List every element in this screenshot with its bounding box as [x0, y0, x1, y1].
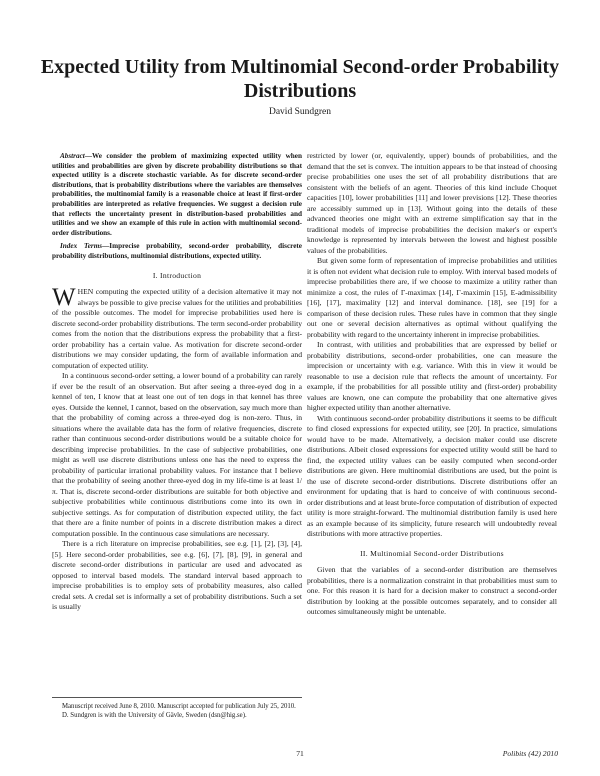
- abstract-label: Abstract: [60, 152, 85, 160]
- footnotes: [52, 697, 302, 720]
- section-heading-multinomial: II. Multinomial Second-order Distributions: [360, 548, 504, 558]
- paragraph: But given some form of representation of imprecise probabilities and utilities it is often not evident what decision rule to employ. With interval based models of imprecise probabilities there are, if we choose to maximize a utility rather than minimize a cost, the rules of Γ-maximax [14], Γ-maximin [15], E-admissibility [16], [17], maximality [12] and interval dominance. [18], see [19] for a comparison of these decision rules. These rules have in common that they single out one or several decision alternatives as optimal without qualifying the probability with regard to the uncertainty inherent in imprecise probabilities.: [307, 256, 557, 339]
- intro-paragraph: [52, 284, 302, 371]
- paragraph: restricted by lower (or, equivalently, upper) bounds of probabilities, and the demand that the set is convex. The intuition appears to be that instead of choosing precise probabilities one uses the set of all probability distributions that are consistent with the beliefs of an agent. Theories of this kind include Choquet capacities [10], lower probabilities [11] and lower previsions [12]. These theories are accessibly summed up in [13]. Without going into the details of these advanced theories one might with an extreme simplification say that in the traditional models of imprecise probabilities the decision maker's or expert's knowledge is represented by intervals between the lowest and highest possible values of the probabilities.: [307, 151, 557, 255]
- paragraph: In contrast, with utilities and probabilities that are expressed by belief or probability distributions, second-order probabilities, one can measure the imprecision or uncertainty with e.g. variance. With this in view it would be reasonable to use a decision rule that reflects the amount of uncertainty. For example, if the probabilities for all possible utility and (first-order) probability values are known, one can compute the probability that one alternative gives higher expected utility than another alternative.: [307, 340, 557, 412]
- intro-text: HEN computing the expected utility of a decision alternative it may not always be possible to give precise values for the utilities and probabilities of the possible outcomes. The model for imprecise probabilities used here is discrete second-order probability distributions. The term second-order probability comes from the notion that the distributions express the probability that a first-order probability has a certain value. As motivation for discrete second-order distributions we may consider updating, the form of available information and computation of expected utility.: [52, 287, 302, 370]
- abstract: [52, 152, 302, 238]
- paragraph: Given that the variables of a second-order distribution are themselves probabilities, there is a normalization constraint in that probabilities must sum to one. For this reason it is hard for a decision maker to construct a second-order distribution by looking at the possible outcomes separately, and to consider all outcomes simultaneously might be untenable.: [307, 565, 557, 616]
- paragraph: There is a rich literature on imprecise probabilities, see e.g. [1], [2], [3], [4], [5]. Here second-order probabilities, see e.g. [6], [7], [8], [9], in general and discrete second-order distributions in particular are used and advocated as opposed to interval based models. The standard interval based approach to imprecise probabilities is to employ sets of probability measures, also called credal sets. A credal set is informally a set of probability distributions. Such a set is usually: [52, 539, 302, 612]
- paper-title: Expected Utility from Multinomial Second-order Probability Distributions: [40, 56, 560, 102]
- page-number: 71: [296, 749, 304, 758]
- index-terms: [52, 242, 302, 261]
- left-column: [52, 152, 302, 613]
- author-name: David Sundgren: [268, 107, 331, 117]
- journal-footer: Polibits (42) 2010: [502, 749, 558, 758]
- section-heading-introduction: I. Introduction: [152, 270, 202, 280]
- right-column: [307, 151, 557, 618]
- abstract-text: —We consider the problem of maximizing expected utility when utilities and probabilities are given by discrete probability distributions so that expected utility is a discrete stochastic variable. As for discrete second-order distributions, that is probability distributions where the variables are themselves probabilities, the multinomial family is a reasonable choice at least if first-order probabilities are interpreted as relative frequencies. We suggest a decision rule that reflects the uncertainty present in distribution-based probabilities and utilities and we show an example of this rule in action with multinomial second-order distributions.: [52, 152, 302, 237]
- footnote-affiliation: D. Sundgren is with the University of Gävle, Sweden (dsn@hig.se).: [62, 712, 247, 719]
- paragraph: In a continuous second-order setting, a lower bound of a probability can rarely if ever be the result of an observation. But after seeing a three-eyed dog in a kennel of ten, I know that at least one out of ten dogs in that kennel has three eyes. Outside the kennel, I cannot, based on the observation, say much more than that the probability of coming across a three-eyed dog is non-zero. Thus, in situations where the available data has the form of relative frequencies, discrete rather than continuous second-order distributions would be a suitable choice for describing imprecise probabilities. In the case of subjective probabilities, one might as well use discrete distributions unless one has the need to express the probability of particular irrational probability values. For instance that I believe that the probability of seeing another three-eyed dog in my life-time is at least 1/π. That is, discrete second-order distributions are suitable for both objective and subjective probabilities while continuous distributions come into its own in subjective settings. As for computation of distribution expected utility, the fact that there are a finite number of points in a discrete distribution makes a direct computation possible. In the continuous case simulations are necessary.: [52, 371, 302, 538]
- footnote-manuscript: Manuscript received June 8, 2010. Manuscript accepted for publication July 25, 2010.: [62, 703, 296, 710]
- index-terms-text: —Imprecise probability, second-order probability, discrete probability distributions, multinomial distributions, expected utility.: [52, 242, 302, 260]
- drop-cap: W: [52, 284, 76, 312]
- index-terms-label: Index Terms: [60, 242, 103, 251]
- paragraph: With continuous second-order probability distributions it seems to be difficult to find closed expressions for expected utility, see [20]. In practice, simulations would have to be made. Alternatively, a decision maker could use discrete distributions. Albeit closed expressions for expected utility would still be hard to find, the expected utility values can be easily computed when second-order distributions are given. Here multinomial distributions are used, but the point is the use of discrete second-order distributions. Discrete distributions offer an environment for updating that is hard to conceive of with continuous second-order distributions and at least brute-force computation of distribution of expected utility is more straight-forward. The multinomial distribution family is used here as an example because of its simplicity, future research will undoubtedly reveal distributions with more attractive properties.: [307, 413, 557, 538]
